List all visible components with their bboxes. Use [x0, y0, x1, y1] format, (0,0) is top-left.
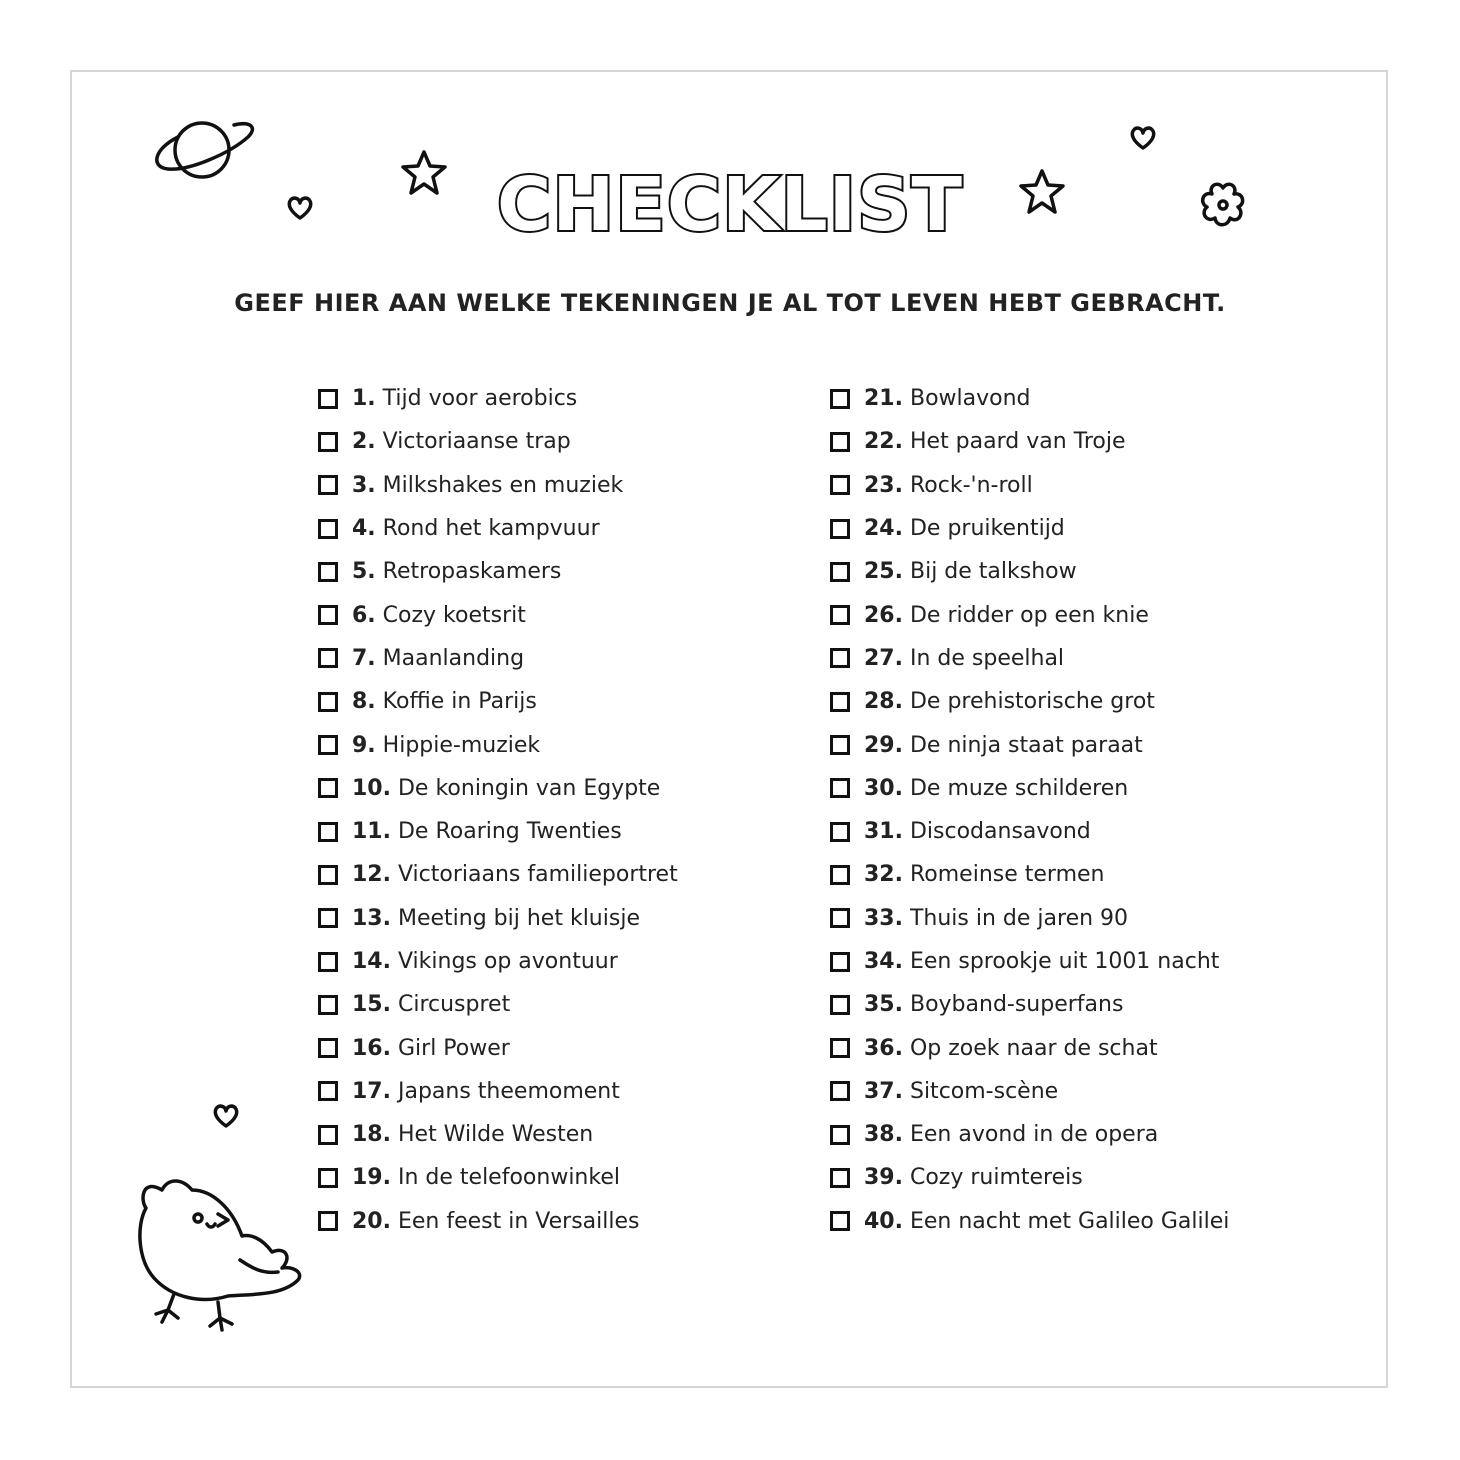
checklist-item	[830, 464, 1229, 507]
item-label: Rond het kampvuur	[382, 516, 600, 542]
checkbox[interactable]	[318, 692, 338, 712]
item-number: 11.	[352, 819, 391, 845]
item-label: Boyband-superfans	[909, 992, 1124, 1018]
item-number: 27.	[864, 645, 903, 671]
checklist-item	[830, 940, 1229, 983]
checklist-column-right	[830, 377, 1229, 1243]
checkbox[interactable]	[318, 648, 338, 668]
checkbox[interactable]	[830, 475, 850, 495]
item-label: De muze schilderen	[909, 775, 1129, 801]
checklist-column-left	[318, 377, 678, 1243]
item-label: Rock-'n-roll	[909, 472, 1033, 498]
item-number: 19.	[352, 1165, 391, 1191]
checkbox[interactable]	[318, 778, 338, 798]
checklist-item	[830, 420, 1229, 463]
checklist-item	[318, 723, 678, 766]
checkbox[interactable]	[830, 865, 850, 885]
item-number: 16.	[352, 1035, 391, 1061]
checklist-item	[830, 680, 1229, 723]
checklist-item	[318, 1026, 678, 1069]
item-number: 39.	[864, 1165, 903, 1191]
item-number: 30.	[864, 775, 903, 801]
checkbox[interactable]	[830, 432, 850, 452]
item-label: Maanlanding	[382, 645, 525, 671]
checklist-item	[830, 637, 1229, 680]
item-label: Cozy koetsrit	[382, 602, 526, 628]
checkbox[interactable]	[830, 1038, 850, 1058]
checklist-item	[318, 550, 678, 593]
item-number: 22.	[864, 429, 903, 455]
checkbox[interactable]	[830, 389, 850, 409]
checklist-item	[318, 507, 678, 550]
item-label: Thuis in de jaren 90	[909, 905, 1129, 931]
checkbox[interactable]	[830, 1211, 850, 1231]
item-number: 5.	[352, 559, 376, 585]
checkbox[interactable]	[830, 1168, 850, 1188]
checkbox[interactable]	[830, 692, 850, 712]
item-label: Sitcom-scène	[909, 1078, 1059, 1104]
checkbox[interactable]	[318, 1211, 338, 1231]
item-number: 12.	[352, 862, 391, 888]
checklist-item	[830, 507, 1229, 550]
bird-icon	[132, 1168, 307, 1333]
checklist-item	[318, 1070, 678, 1113]
item-label: In de telefoonwinkel	[397, 1165, 620, 1191]
checklist-item	[318, 377, 678, 420]
item-label: Vikings op avontuur	[397, 949, 618, 974]
item-number: 2.	[352, 429, 376, 455]
item-number: 36.	[864, 1035, 903, 1061]
item-label: Girl Power	[397, 1035, 510, 1061]
heart-icon	[212, 1103, 240, 1129]
item-label: Cozy ruimtereis	[909, 1165, 1083, 1191]
item-label: Circuspret	[397, 992, 511, 1018]
page-subtitle: GEEF HIER AAN WELKE TEKENINGEN JE AL TOT LEVEN HEBT GEBRACHT.	[234, 289, 1226, 317]
checklist-item	[318, 593, 678, 636]
item-number: 25.	[864, 559, 903, 585]
checkbox[interactable]	[830, 1081, 850, 1101]
item-label: Het Wilde Westen	[397, 1122, 594, 1148]
checklist-item	[318, 853, 678, 896]
item-number: 10.	[352, 775, 391, 801]
checklist-item	[318, 983, 678, 1026]
checklist-item	[318, 1113, 678, 1156]
item-label: De ridder op een knie	[909, 602, 1149, 628]
checklist-item	[830, 723, 1229, 766]
checkbox[interactable]	[830, 648, 850, 668]
item-number: 35.	[864, 992, 903, 1018]
item-number: 14.	[352, 949, 391, 974]
checklist-item	[318, 897, 678, 940]
item-label: Romeinse termen	[909, 862, 1105, 888]
checkbox[interactable]	[830, 1125, 850, 1145]
checklist-item	[318, 767, 678, 810]
checkbox[interactable]	[830, 778, 850, 798]
item-label: Het paard van Troje	[909, 429, 1126, 455]
item-number: 3.	[352, 472, 376, 498]
item-number: 40.	[864, 1208, 903, 1234]
checkbox[interactable]	[830, 952, 850, 972]
item-label: Milkshakes en muziek	[382, 472, 624, 498]
checkbox[interactable]	[318, 605, 338, 625]
item-number: 31.	[864, 819, 903, 845]
item-number: 37.	[864, 1078, 903, 1104]
checkbox[interactable]	[830, 995, 850, 1015]
checkbox[interactable]	[830, 822, 850, 842]
item-number: 21.	[864, 386, 903, 412]
checklist-item	[318, 1156, 678, 1199]
checklist-item	[830, 1113, 1229, 1156]
checklist-item	[318, 464, 678, 507]
item-number: 26.	[864, 602, 903, 628]
checklist-item	[830, 1026, 1229, 1069]
item-label: Victoriaans familieportret	[397, 862, 678, 888]
item-label: Een feest in Versailles	[397, 1208, 640, 1234]
checkbox[interactable]	[318, 735, 338, 755]
checklist-item	[830, 810, 1229, 853]
checklist-item	[318, 810, 678, 853]
checkbox[interactable]	[830, 605, 850, 625]
item-label: Bij de talkshow	[909, 559, 1077, 585]
item-label: De prehistorische grot	[909, 689, 1155, 715]
checkbox[interactable]	[318, 389, 338, 409]
checkbox[interactable]	[318, 562, 338, 582]
item-number: 8.	[352, 689, 376, 715]
checklist-item	[830, 853, 1229, 896]
item-number: 23.	[864, 472, 903, 498]
item-number: 6.	[352, 602, 376, 628]
item-number: 9.	[352, 732, 376, 758]
item-number: 38.	[864, 1122, 903, 1148]
item-number: 20.	[352, 1208, 391, 1234]
item-label: Discodansavond	[909, 819, 1091, 845]
item-label: In de speelhal	[909, 645, 1065, 671]
checklist-item	[318, 940, 678, 983]
checkbox[interactable]	[318, 1038, 338, 1058]
checkbox[interactable]	[318, 1125, 338, 1145]
checkbox[interactable]	[318, 952, 338, 972]
item-label: Op zoek naar de schat	[909, 1035, 1158, 1061]
item-label: Hippie-muziek	[382, 732, 541, 758]
checklist-item	[830, 1200, 1229, 1243]
checklist-item	[318, 1200, 678, 1243]
item-number: 17.	[352, 1078, 391, 1104]
checkbox[interactable]	[830, 562, 850, 582]
item-label: Japans theemoment	[397, 1078, 620, 1104]
item-number: 24.	[864, 516, 903, 542]
checklist-item	[830, 983, 1229, 1026]
item-label: De Roaring Twenties	[397, 819, 622, 845]
checklist-item	[830, 767, 1229, 810]
item-number: 33.	[864, 905, 903, 931]
item-label: De ninja staat paraat	[909, 732, 1143, 758]
checklist-item	[830, 1156, 1229, 1199]
checkbox[interactable]	[318, 822, 338, 842]
checklist-item	[830, 1070, 1229, 1113]
checkbox[interactable]	[318, 908, 338, 928]
item-label: Koffie in Parijs	[382, 689, 537, 715]
heart-icon	[1129, 125, 1157, 151]
item-number: 32.	[864, 862, 903, 888]
item-label: Retropaskamers	[382, 559, 562, 585]
item-label: De pruikentijd	[909, 516, 1065, 542]
checklist-item	[830, 897, 1229, 940]
checkbox[interactable]	[318, 432, 338, 452]
item-number: 4.	[352, 516, 376, 542]
checkbox[interactable]	[318, 995, 338, 1015]
checklist-item	[830, 550, 1229, 593]
item-number: 28.	[864, 689, 903, 715]
checkbox[interactable]	[318, 1168, 338, 1188]
checkbox[interactable]	[830, 519, 850, 539]
checklist-item	[318, 680, 678, 723]
checklist-item	[318, 420, 678, 463]
item-label: Bowlavond	[909, 386, 1031, 412]
checkbox[interactable]	[318, 1081, 338, 1101]
checklist-item	[830, 593, 1229, 636]
item-label: De koningin van Egypte	[397, 775, 661, 801]
checklist-item	[830, 377, 1229, 420]
item-label: Tijd voor aerobics	[382, 386, 578, 412]
item-label: Victoriaanse trap	[382, 429, 571, 455]
item-number: 18.	[352, 1122, 391, 1148]
item-number: 15.	[352, 992, 391, 1018]
checkbox[interactable]	[318, 475, 338, 495]
item-number: 34.	[864, 949, 903, 974]
item-label: Een avond in de opera	[909, 1122, 1159, 1148]
checkbox[interactable]	[318, 519, 338, 539]
item-label: Meeting bij het kluisje	[397, 905, 640, 931]
page-title: CHECKLIST	[497, 162, 963, 248]
item-number: 1.	[352, 386, 376, 412]
checklist-item	[318, 637, 678, 680]
checkbox[interactable]	[318, 865, 338, 885]
item-label: Een nacht met Galileo Galilei	[909, 1208, 1230, 1234]
item-number: 13.	[352, 905, 391, 931]
item-number: 7.	[352, 645, 376, 671]
checkbox[interactable]	[830, 908, 850, 928]
item-label: Een sprookje uit 1001 nacht	[909, 949, 1220, 974]
item-number: 29.	[864, 732, 903, 758]
checkbox[interactable]	[830, 735, 850, 755]
